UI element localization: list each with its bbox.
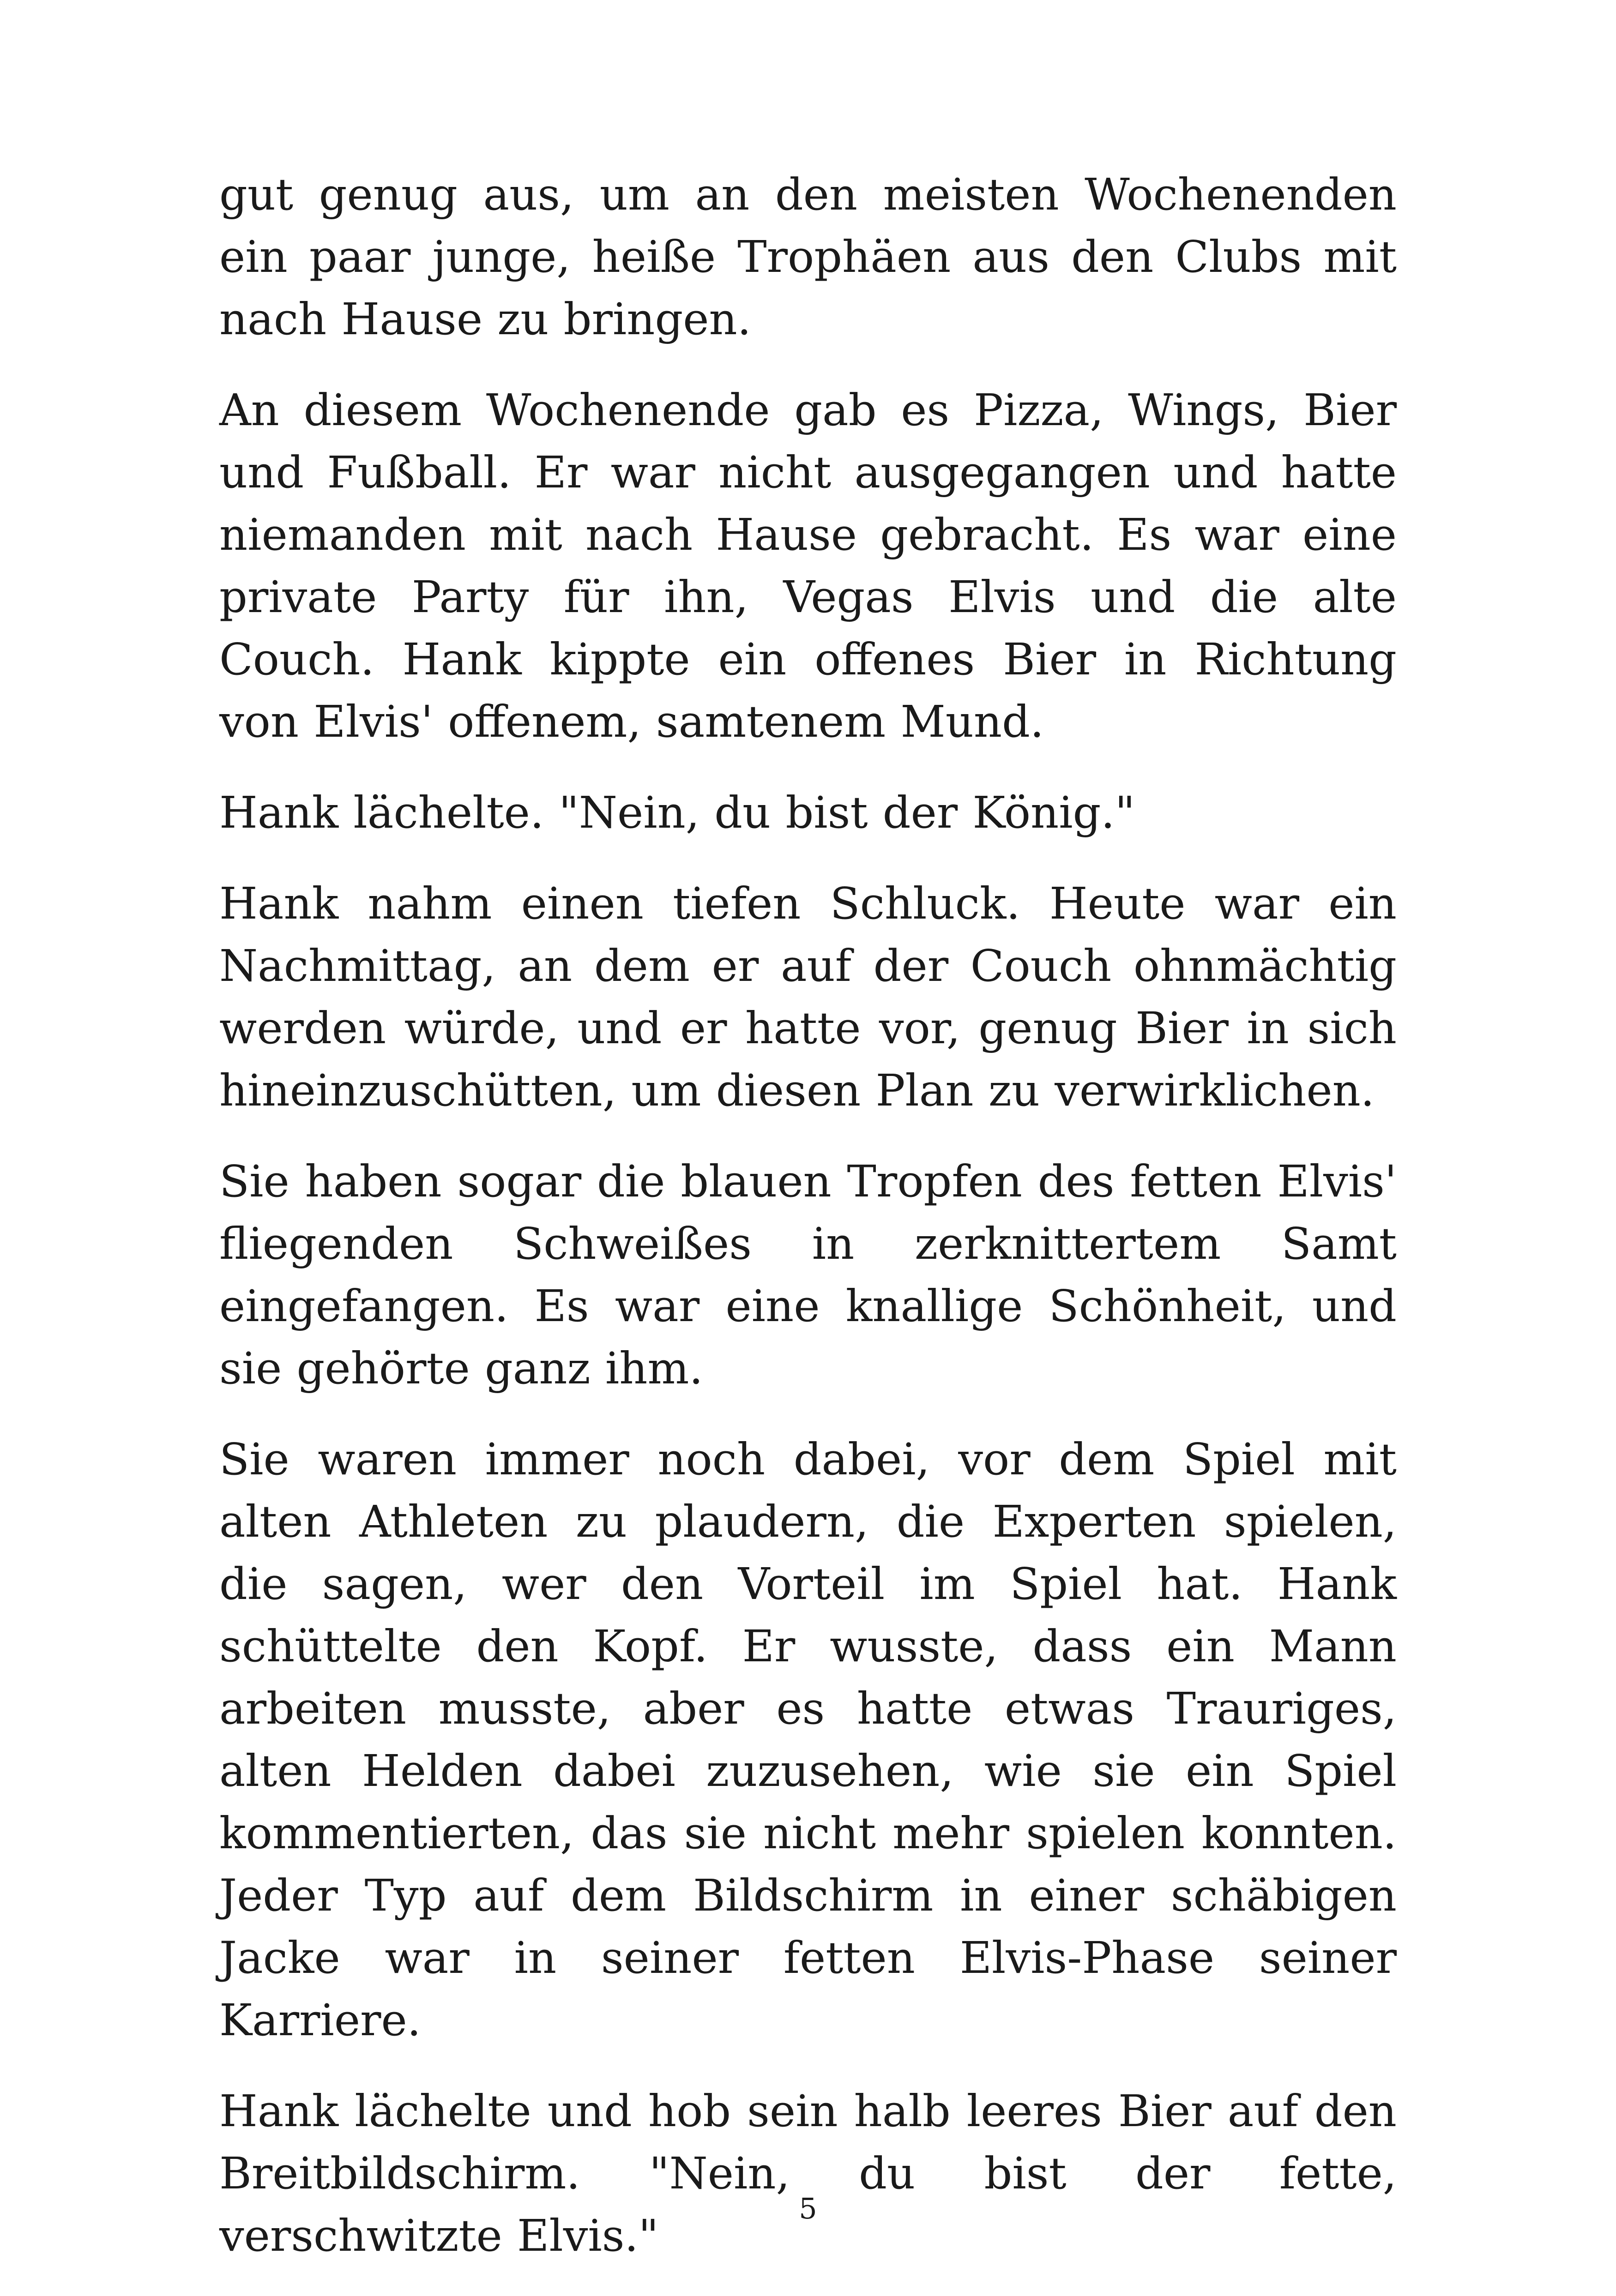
body-text (219, 164, 1397, 2296)
paragraph-6: Sie waren immer noch dabei, vor dem Spiel mit alten Athleten zu plaudern, die Experten spielen, die sagen, wer den Vorteil im Spiel hat. Hank schüttelte den Kopf. Er wusste, dass ein Mann arbeiten musste, aber es hatte etwas Trauriges, alten Helden dabei zuzusehen, wie sie ein Spiel kommentierten, das sie nicht mehr spielen konnten. Jeder Typ auf dem Bildschirm in einer schäbigen Jacke war in seiner fetten Elvis-Phase seiner Karriere. (219, 1434, 1397, 2046)
paragraph-2: An diesem Wochenende gab es Pizza, Wings, Bier und Fußball. Er war nicht ausgegangen und hatte niemanden mit nach Hause gebracht. Es war eine private Party für ihn, Vegas Elvis und die alte Couch. Hank kippte ein offenes Bier in Richtung von Elvis' offenem, samtenem Mund. (219, 385, 1397, 747)
paragraph-7: Hank lächelte und hob sein halb leeres Bier auf den Breitbildschirm. "Nein, du bist der fette, verschwitzte Elvis." (219, 2086, 1397, 2261)
paragraph-4: Hank nahm einen tiefen Schluck. Heute war ein Nachmittag, an dem er auf der Couch ohnmächtig werden würde, und er hatte vor, genug Bier in sich hineinzuschütten, um diesen Plan zu verwirklichen. (219, 878, 1397, 1116)
paragraph-5: Sie haben sogar die blauen Tropfen des fetten Elvis' fliegenden Schweißes in zerknittertem Samt eingefangen. Es war eine knallige Schönheit, und sie gehörte ganz ihm. (219, 1156, 1397, 1394)
page-number: 5 (799, 2192, 817, 2225)
paragraph-1: gut genug aus, um an den meisten Wochenenden ein paar junge, heiße Trophäen aus den Clubs mit nach Hause zu bringen. (219, 169, 1397, 345)
paragraph-3: Hank lächelte. "Nein, du bist der König." (219, 787, 1135, 838)
